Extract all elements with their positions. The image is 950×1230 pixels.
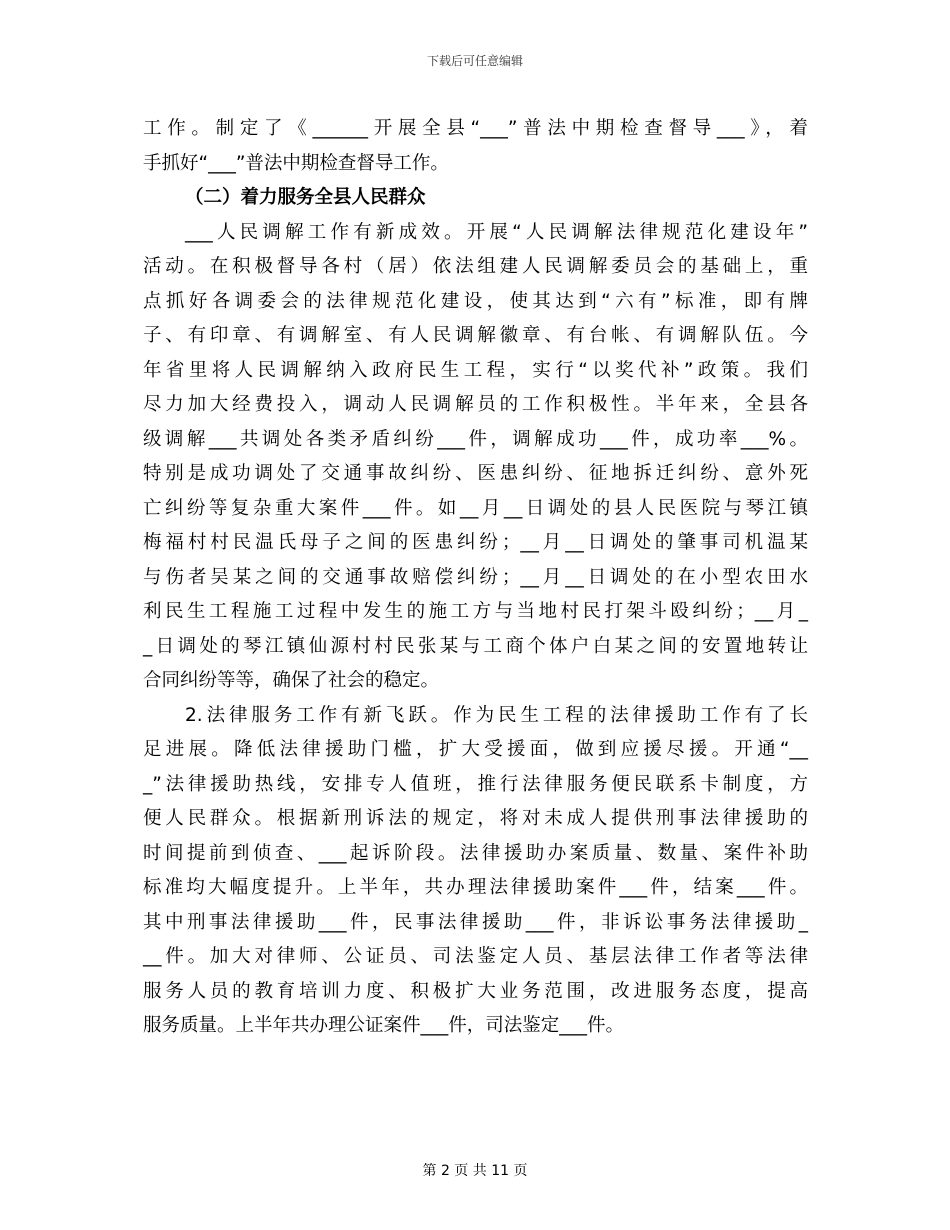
paragraph-first-line: ___人民调解工作有新成效。开展“人民调解法律规范化建设年”: [185, 221, 808, 243]
paragraph-first-line: 2.法律服务工作有新飞跃。作为民生工程的法律援助工作有了长: [185, 704, 808, 726]
body-line: 标准均大幅度提升。上半年，共办理法律援助案件___件，结案___件。: [143, 877, 808, 898]
body-line: 利民生工程施工过程中发生的施工方与当地村民打架斗殴纠纷；__月_: [143, 601, 808, 622]
body-line: __件。加大对律师、公证员、司法鉴定人员、基层法律工作者等法律: [143, 946, 808, 967]
body-line: 服务质量。上半年共办理公证案件___件，司法鉴定___件。: [143, 1015, 625, 1036]
body-line: 尽力加大经费投入，调动人民调解员的工作积极性。半年来，全县各: [143, 394, 808, 415]
body-line: 服务人员的教育培训力度、积极扩大业务范围，改进服务态度，提高: [143, 980, 808, 1002]
page-number-footer: 第 2 页 共 11 页: [422, 1163, 528, 1179]
section-heading: （二）着力服务全县人民群众: [185, 187, 426, 208]
body-line: 手抓好“___”普法中期检查督导工作。: [143, 152, 449, 174]
body-line: 梅福村村民温氏母子之间的医患纠纷；__月__日调处的肇事司机温某: [143, 532, 808, 553]
body-line: 亡纠纷等复杂重大案件___件。如__月__日调处的县人民医院与琴江镇: [143, 497, 808, 519]
document-body: [143, 112, 808, 1044]
body-line: 级调解___共调处各类矛盾纠纷___件，调解成功___件，成功率___%。: [143, 428, 808, 450]
body-line: 与伤者吴某之间的交通事故赔偿纠纷；__月__日调处的在小型农田水: [143, 566, 808, 588]
body-line: 年省里将人民调解纳入政府民生工程，实行“以奖代补”政策。我们: [143, 359, 808, 381]
body-line: 其中刑事法律援助___件，民事法律援助___件，非诉讼事务法律援助_: [143, 911, 808, 933]
page-header-note: 下载后可任意编辑: [426, 54, 523, 68]
body-line: _”法律援助热线，安排专人值班，推行法律服务便民联系卡制度，方: [143, 773, 808, 795]
body-line: 时间提前到侦查、___起诉阶段。法律援助办案质量、数量、案件补助: [143, 842, 808, 864]
body-line: 便人民群众。根据新刑诉法的规定，将对未成人提供刑事法律援助的: [143, 808, 808, 829]
body-line: 特别是成功调处了交通事故纠纷、医患纠纷、征地拆迁纠纷、意外死: [143, 463, 808, 484]
body-line: 子、有印章、有调解室、有人民调解徽章、有台帐、有调解队伍。今: [143, 325, 808, 346]
body-line: 活动。在积极督导各村（居）依法组建人民调解委员会的基础上，重: [143, 256, 808, 277]
body-line: 点抓好各调委会的法律规范化建设，使其达到“六有”标准，即有牌: [143, 290, 808, 312]
body-line: _日调处的琴江镇仙源村村民张某与工商个体户白某之间的安置地转让: [143, 635, 808, 657]
body-line: 合同纠纷等等，确保了社会的稳定。: [143, 670, 440, 691]
body-line: 工作。制定了《______开展全县“___”普法中期检查督导___》，着: [143, 118, 808, 139]
body-line: 足进展。降低法律援助门槛，扩大受援面，做到应援尽援。开通“__: [143, 739, 808, 760]
